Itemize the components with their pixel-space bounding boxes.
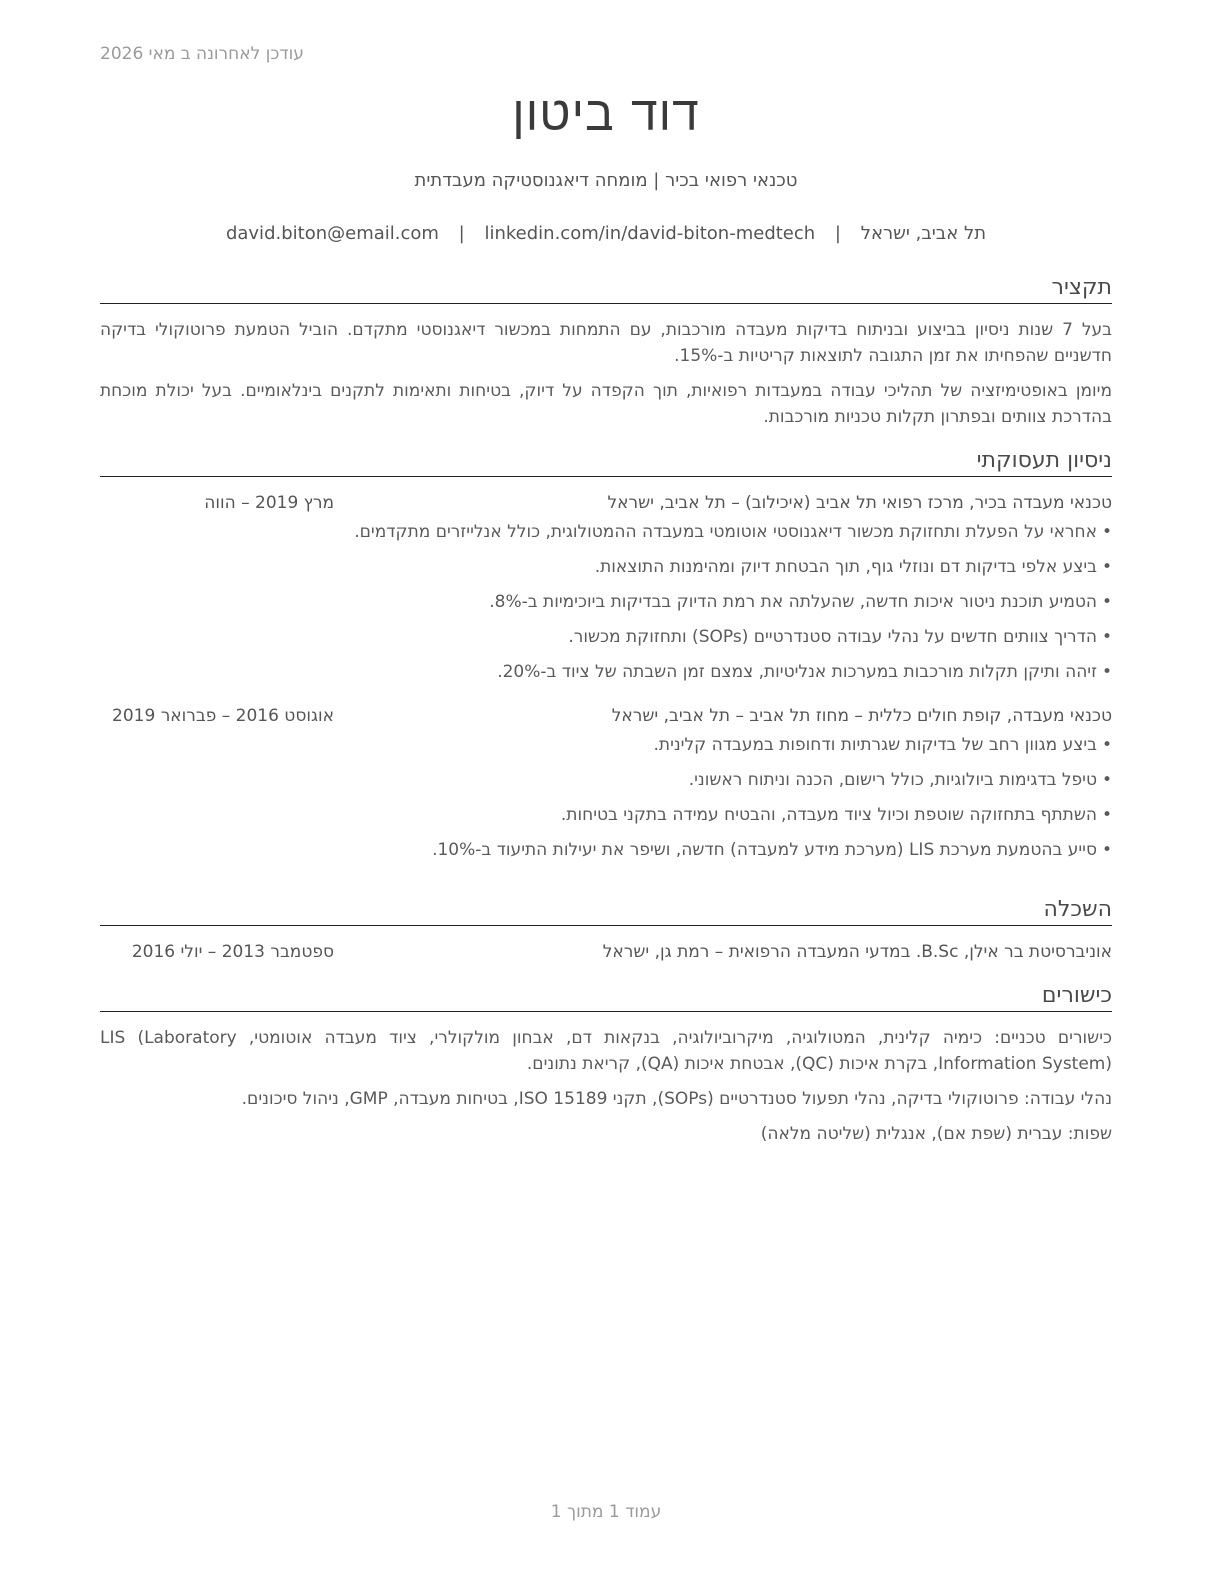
education-entry	[100, 939, 1112, 965]
candidate-subtitle: טכנאי רפואי בכיר | מומחה דיאגנוסטיקה מעבדתית	[414, 170, 798, 191]
list-item: • סייע בהטמעת מערכת LIS (מערכת מידע למעבדה) חדשה, ושיפר את יעילות התיעוד ב-10%.	[100, 837, 1112, 872]
list-item: • טיפל בדגימות ביולוגיות, כולל רישום, הכנה וניתוח ראשוני.	[100, 767, 1112, 802]
contact-separator: |	[458, 223, 465, 244]
candidate-name: דוד ביטון	[512, 86, 700, 142]
education-dates: ספטמבר 2013 – יולי 2016	[131, 942, 334, 962]
list-item: • השתתף בתחזוקה שוטפת וכיול ציוד מעבדה, והבטיח עמידה בתקני בטיחות.	[100, 802, 1112, 837]
education-degree: אוניברסיטת בר אילן, B.Sc. במדעי המעבדה הרפואית – רמת גן, ישראל	[602, 942, 1112, 962]
job-header	[100, 490, 1112, 516]
list-item: • הדריך צוותים חדשים על נהלי עבודה סטנדרטיים (SOPs) ותחזוקת מכשור.	[100, 624, 1112, 659]
education-section	[100, 896, 1112, 965]
contact-linkedin[interactable]: linkedin.com/in/david-biton-medtech	[484, 223, 816, 244]
skills-line: נהלי עבודה: פרוטוקולי בדיקה, נהלי תפעול סטנדרטיים (SOPs), תקני ISO 15189, בטיחות מעבדה, GMP, ניהול סיכונים.	[241, 1089, 1112, 1109]
experience-heading: ניסיון תעסוקתי	[100, 447, 1112, 477]
skills-heading: כישורים	[100, 982, 1112, 1012]
job-bullets	[100, 732, 1112, 872]
contact-separator: |	[834, 223, 841, 244]
job-dates: אוגוסט 2016 – פברואר 2019	[112, 706, 334, 726]
summary-heading: תקציר	[100, 274, 1112, 304]
job-header	[100, 703, 1112, 729]
page-number: עמוד 1 מתוך 1	[550, 1502, 662, 1522]
job-bullets	[100, 519, 1112, 694]
summary-paragraph: מיומן באופטימיזציה של תהליכי עבודה במעבדות רפואיות, תוך הקפדה על דיוק, בטיחות ותאימות לתקנים בינלאומיים. בעל יכולת מוכחת בהדרכת צוותים ובפתרון תקלות טכניות מורכבות.	[100, 381, 1112, 427]
job-role: טכנאי מעבדה, קופת חולים כללית – מחוז תל אביב – תל אביב, ישראל	[611, 706, 1112, 726]
list-item: • ביצע אלפי בדיקות דם ונוזלי גוף, תוך הבטחת דיוק ומהימנות התוצאות.	[100, 554, 1112, 589]
list-item: • ביצע מגוון רחב של בדיקות שגרתיות ודחופות במעבדה קלינית.	[100, 732, 1112, 767]
skills-line: כישורים טכניים: כימיה קלינית, המטולוגיה, מיקרוביולוגיה, בנקאות דם, אבחון מולקולרי, ציוד מעבדה אוטומטי, LIS (Laboratory Information System), בקרת איכות (QC), אבטחת איכות (QA), קריאת נתונים.	[100, 1028, 1113, 1074]
list-item: • הטמיע תוכנת ניטור איכות חדשה, שהעלתה את רמת הדיוק בבדיקות ביוכימיות ב-8%.	[100, 589, 1112, 624]
last-updated-note: עודכן לאחרונה ב מאי 2026	[100, 44, 304, 64]
resume-page	[100, 0, 1112, 1584]
education-heading: השכלה	[100, 896, 1112, 926]
skills-section	[100, 982, 1112, 1147]
contact-line	[100, 223, 1112, 244]
contact-location: תל אביב, ישראל	[860, 223, 987, 244]
summary-section	[100, 274, 1112, 430]
summary-paragraph: בעל 7 שנות ניסיון בביצוע ובניתוח בדיקות מעבדה מורכבות, עם התמחות במכשור דיאגנוסטי מתקדם. הוביל הטמעת פרוטוקולי בדיקה חדשניים שהפחיתו את זמן התגובה לתוצאות קריטיות ב-15%.	[100, 320, 1113, 366]
experience-section	[100, 447, 1112, 872]
job-dates: מרץ 2019 – הווה	[204, 493, 334, 513]
list-item: • אחראי על הפעלת ותחזוקת מכשור דיאגנוסטי אוטומטי במעבדה ההמטולוגית, כולל אנלייזרים מתקדמים.	[100, 519, 1112, 554]
list-item: • זיהה ותיקן תקלות מורכבות במערכות אנליטיות, צמצם זמן השבתה של ציוד ב-20%.	[100, 659, 1112, 694]
contact-email[interactable]: david.biton@email.com	[225, 223, 439, 244]
skills-line: שפות: עברית (שפת אם), אנגלית (שליטה מלאה)	[760, 1124, 1112, 1144]
job-role: טכנאי מעבדה בכיר, מרכז רפואי תל אביב (איכילוב) – תל אביב, ישראל	[607, 493, 1112, 513]
